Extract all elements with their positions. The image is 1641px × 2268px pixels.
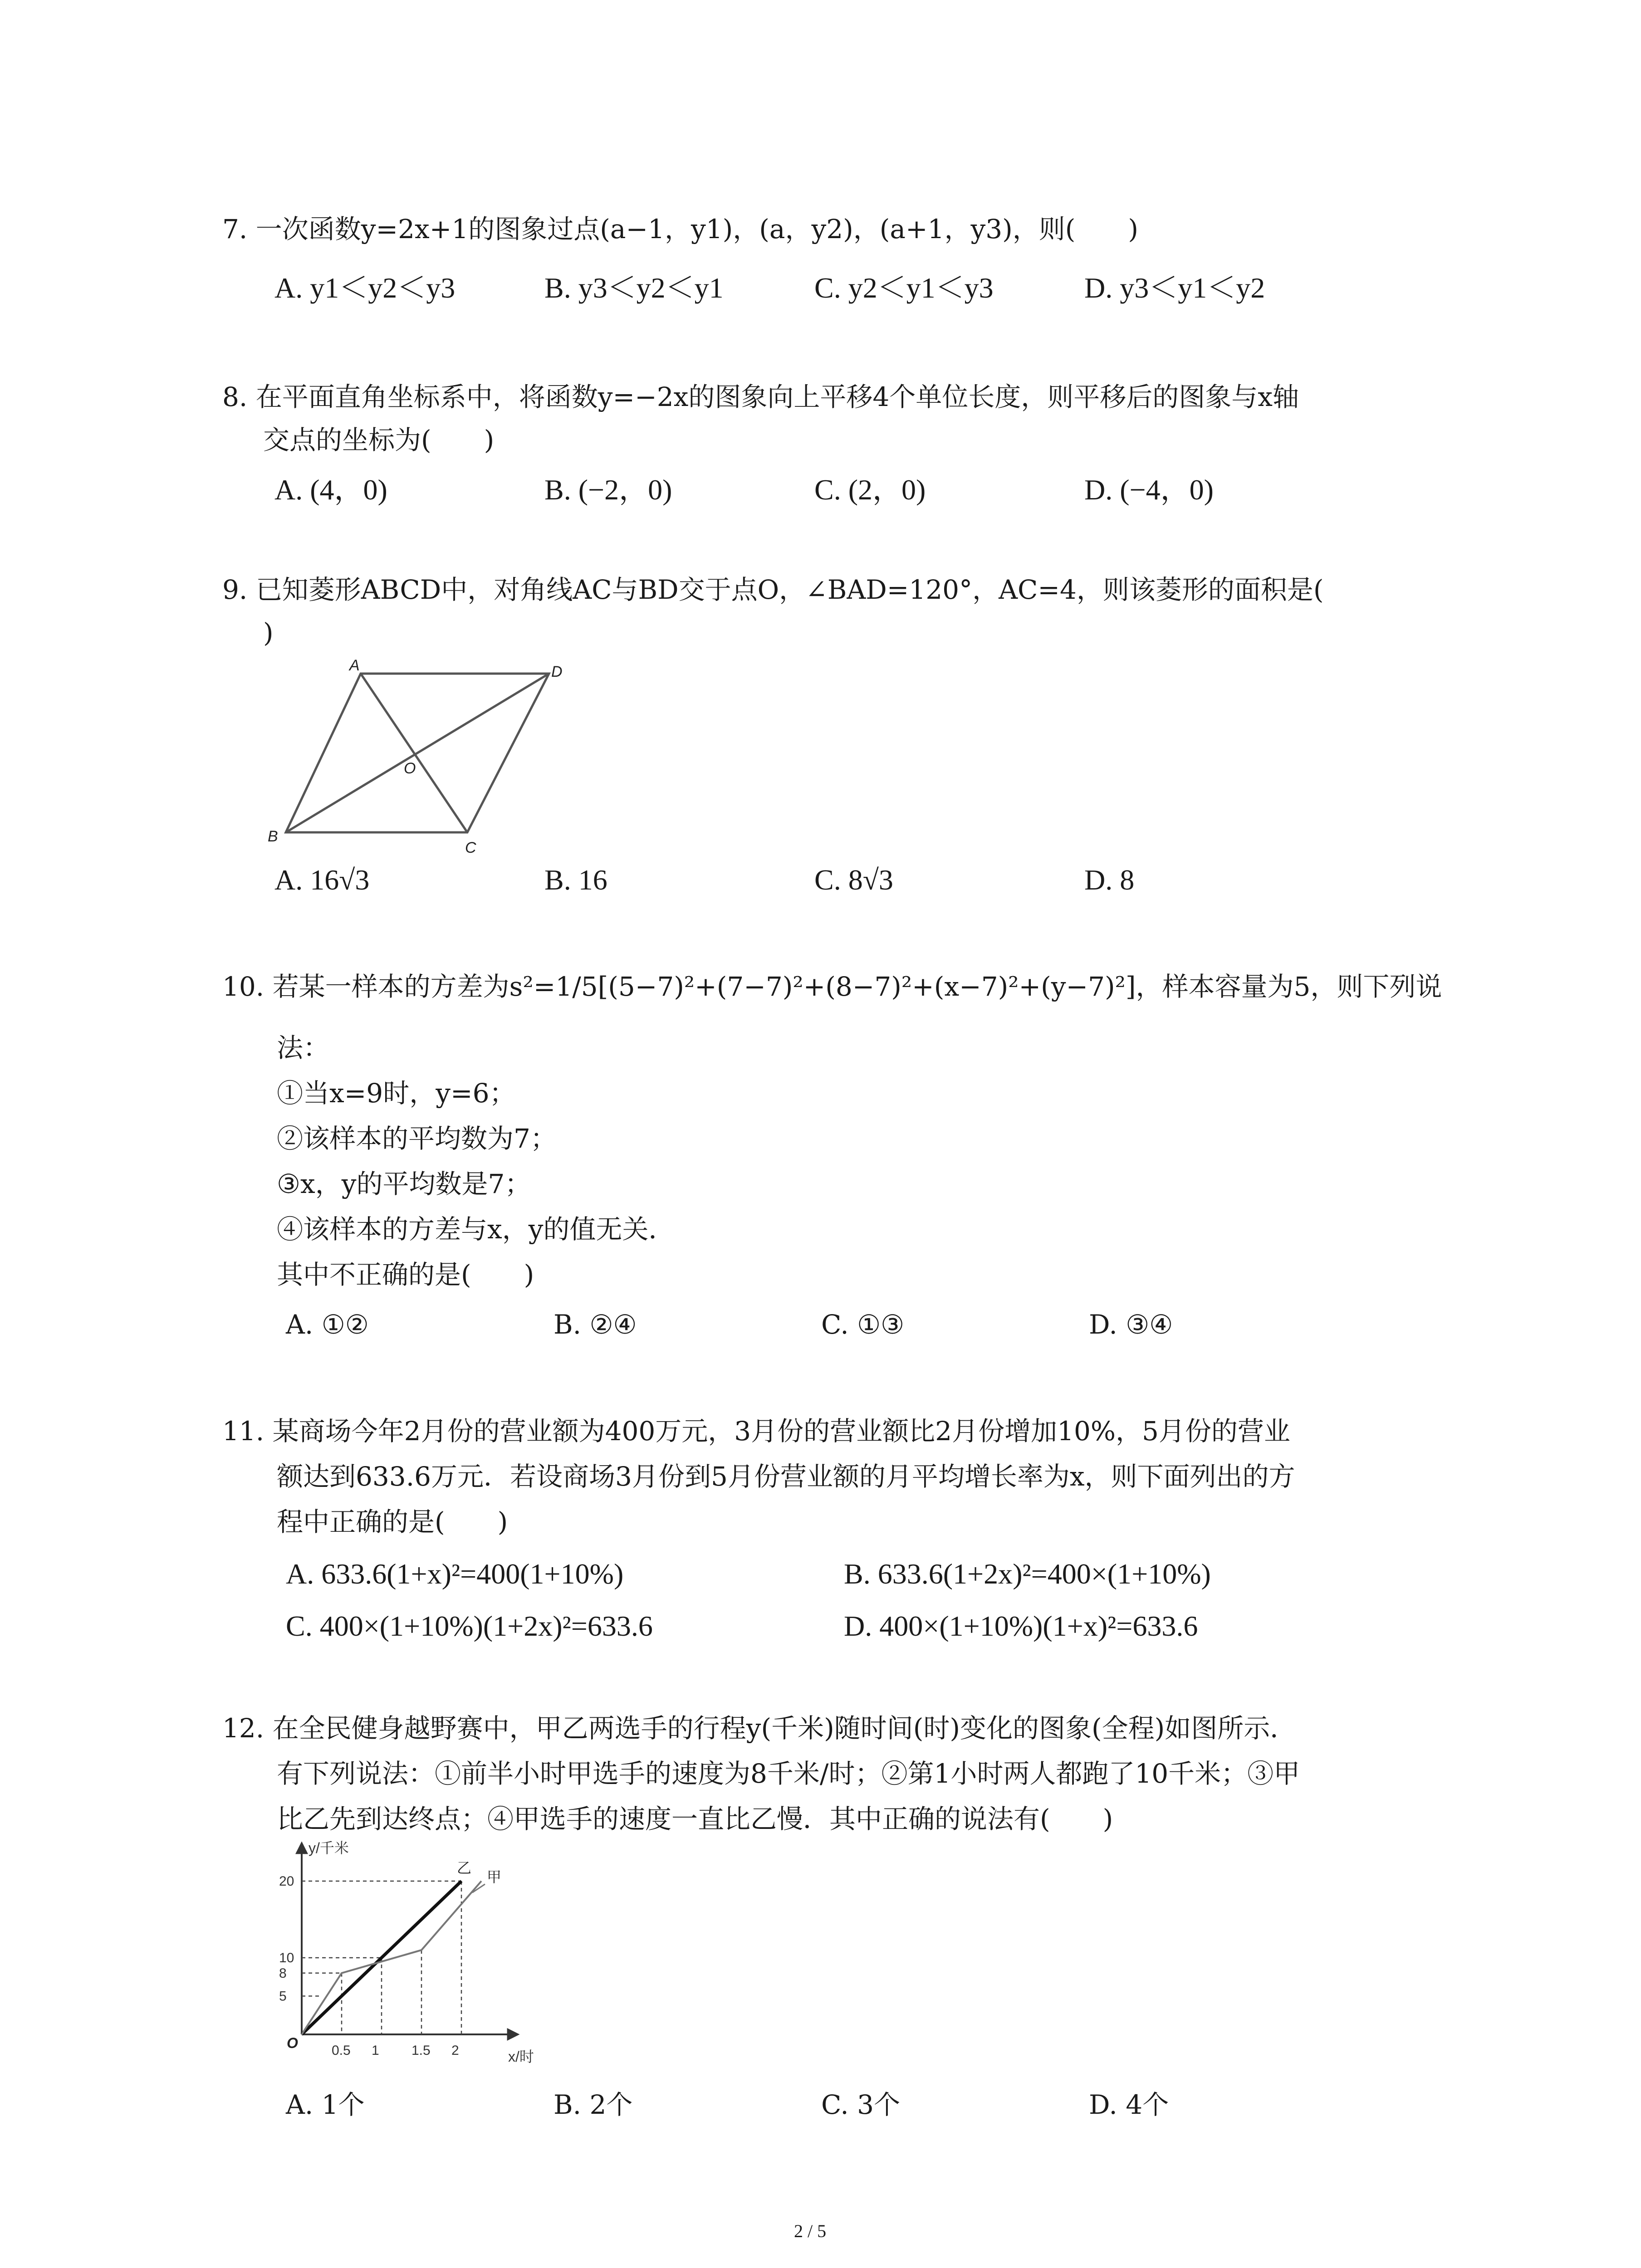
q10-stem-line1: 10. 若某一样本的方差为s²=1/5[(5−7)²+(7−7)²+(8−7)²+(x−7)²+(y−7)²]，样本容量为5，则下列说 [222,971,1442,1002]
q8-option-d: D. (−4，0) [1084,474,1214,506]
q12-stem-line1: 12. 在全民健身越野赛中，甲乙两选手的行程y(千米)随时间(时)变化的图象(全程)如图所示． [222,1713,1297,1744]
q10-option-c: C. ①③ [821,1309,905,1340]
q8-option-c: C. (2，0) [814,474,926,506]
rhombus-figure [263,653,581,862]
y-tick-label: 8 [279,1965,287,1981]
vertex-label-a: A [349,657,360,674]
q12-option-a: A. 1个 [286,2089,365,2120]
q11-option-c: C. 400×(1+10%)(1+2x)²=633.6 [286,1610,653,1642]
series-label-jia: 甲 [487,1869,502,1885]
vertex-label-b: B [268,828,278,845]
q8-option-b: B. (−2，0) [544,474,672,506]
q11-option-b: B. 633.6(1+2x)²=400×(1+10%) [844,1558,1211,1590]
q10-item-1: ①当x=9时，y=6； [277,1078,516,1109]
q11-stem-line2: 额达到633.6万元．若设商场3月份到5月份营业额的月平均增长率为x，则下面列出的方 [277,1461,1295,1492]
y-axis-label: y/千米 [309,1840,349,1856]
q9-option-c: C. 8√3 [814,864,893,896]
diagonal-ac [361,674,467,832]
q12-option-d: D. 4个 [1089,2089,1169,2120]
q9-stem-line1: 9. 已知菱形ABCD中，对角线AC与BD交于点O，∠BAD=120°，AC=4，则该菱形的面积是( [222,574,1324,605]
y-tick-label: 20 [279,1874,294,1889]
q7-option-c: C. y2＜y1＜y3 [814,272,994,304]
q8-option-a: A. (4，0) [274,474,387,506]
x-tick-label: 1.5 [411,2043,431,2058]
q11-option-d: D. 400×(1+10%)(1+x)²=633.6 [844,1610,1198,1642]
q11-stem-line1: 11. 某商场今年2月份的营业额为400万元，3月份的营业额比2月份增加10%，5月份的营业 [222,1416,1290,1447]
q9-option-b: B. 16 [544,864,607,896]
x-tick-label: 1 [372,2043,379,2058]
series-label-yi: 乙 [457,1860,472,1876]
vertex-label-d: D [551,663,563,680]
q10-stem-line2: 法： [277,1032,330,1063]
x-tick-label: 0.5 [332,2043,351,2058]
y-tick-label: 5 [279,1989,287,2004]
q10-item-2: ②该样本的平均数为7； [277,1123,557,1154]
y-tick-label: 10 [279,1950,294,1965]
q12-option-b: B. 2个 [554,2089,633,2120]
q10-option-b: B. ②④ [554,1309,637,1340]
q8-stem-line1: 8. 在平面直角坐标系中，将函数y=−2x的图象向上平移4个单位长度，则平移后的图象与x轴 [222,381,1299,412]
q9-stem-line2: ) [263,617,274,648]
q7-stem: 7. 一次函数y=2x+1的图象过点(a−1，y1)，(a，y2)，(a+1，y3)，则( ) [222,214,1139,244]
q8-stem-line2: 交点的坐标为( ) [263,425,495,455]
q9-option-d: D. 8 [1084,864,1135,896]
q10-option-d: D. ③④ [1089,1309,1173,1340]
q11-option-a: A. 633.6(1+x)²=400(1+10%) [286,1558,624,1590]
vertex-label-c: C [465,839,476,856]
q12-stem-line2: 有下列说法：①前半小时甲选手的速度为8千米/时；②第1小时两人都跑了10千米；③甲 [277,1758,1300,1789]
q11-stem-line3: 程中正确的是( ) [277,1506,508,1537]
q7-option-b: B. y3＜y2＜y1 [544,272,724,304]
q12-option-c: C. 3个 [821,2089,901,2120]
diagonal-bd [286,674,549,832]
series-line-jia [302,1881,481,2034]
page-number: 2 / 5 [794,2221,827,2241]
q7-option-d: D. y3＜y1＜y2 [1084,272,1265,304]
x-axis-label: x/时 [508,2048,534,2065]
center-label-o: O [404,760,416,777]
x-tick-label: 2 [451,2043,459,2058]
q9-option-a: A. 16√3 [274,864,370,896]
q10-item-3: ③x，y的平均数是7； [277,1168,531,1199]
origin-label: O [287,2035,298,2051]
q12-stem-line3: 比乙先到达终点；④甲选手的速度一直比乙慢．其中正确的说法有( ) [277,1804,1113,1834]
q10-stem-line3: 其中不正确的是( ) [277,1259,534,1290]
q7-option-a: A. y1＜y2＜y3 [274,272,456,304]
q10-option-a: A. ①② [286,1309,369,1340]
distance-time-chart [263,1833,581,2068]
q10-item-4: ④该样本的方差与x，y的值无关． [277,1214,675,1245]
